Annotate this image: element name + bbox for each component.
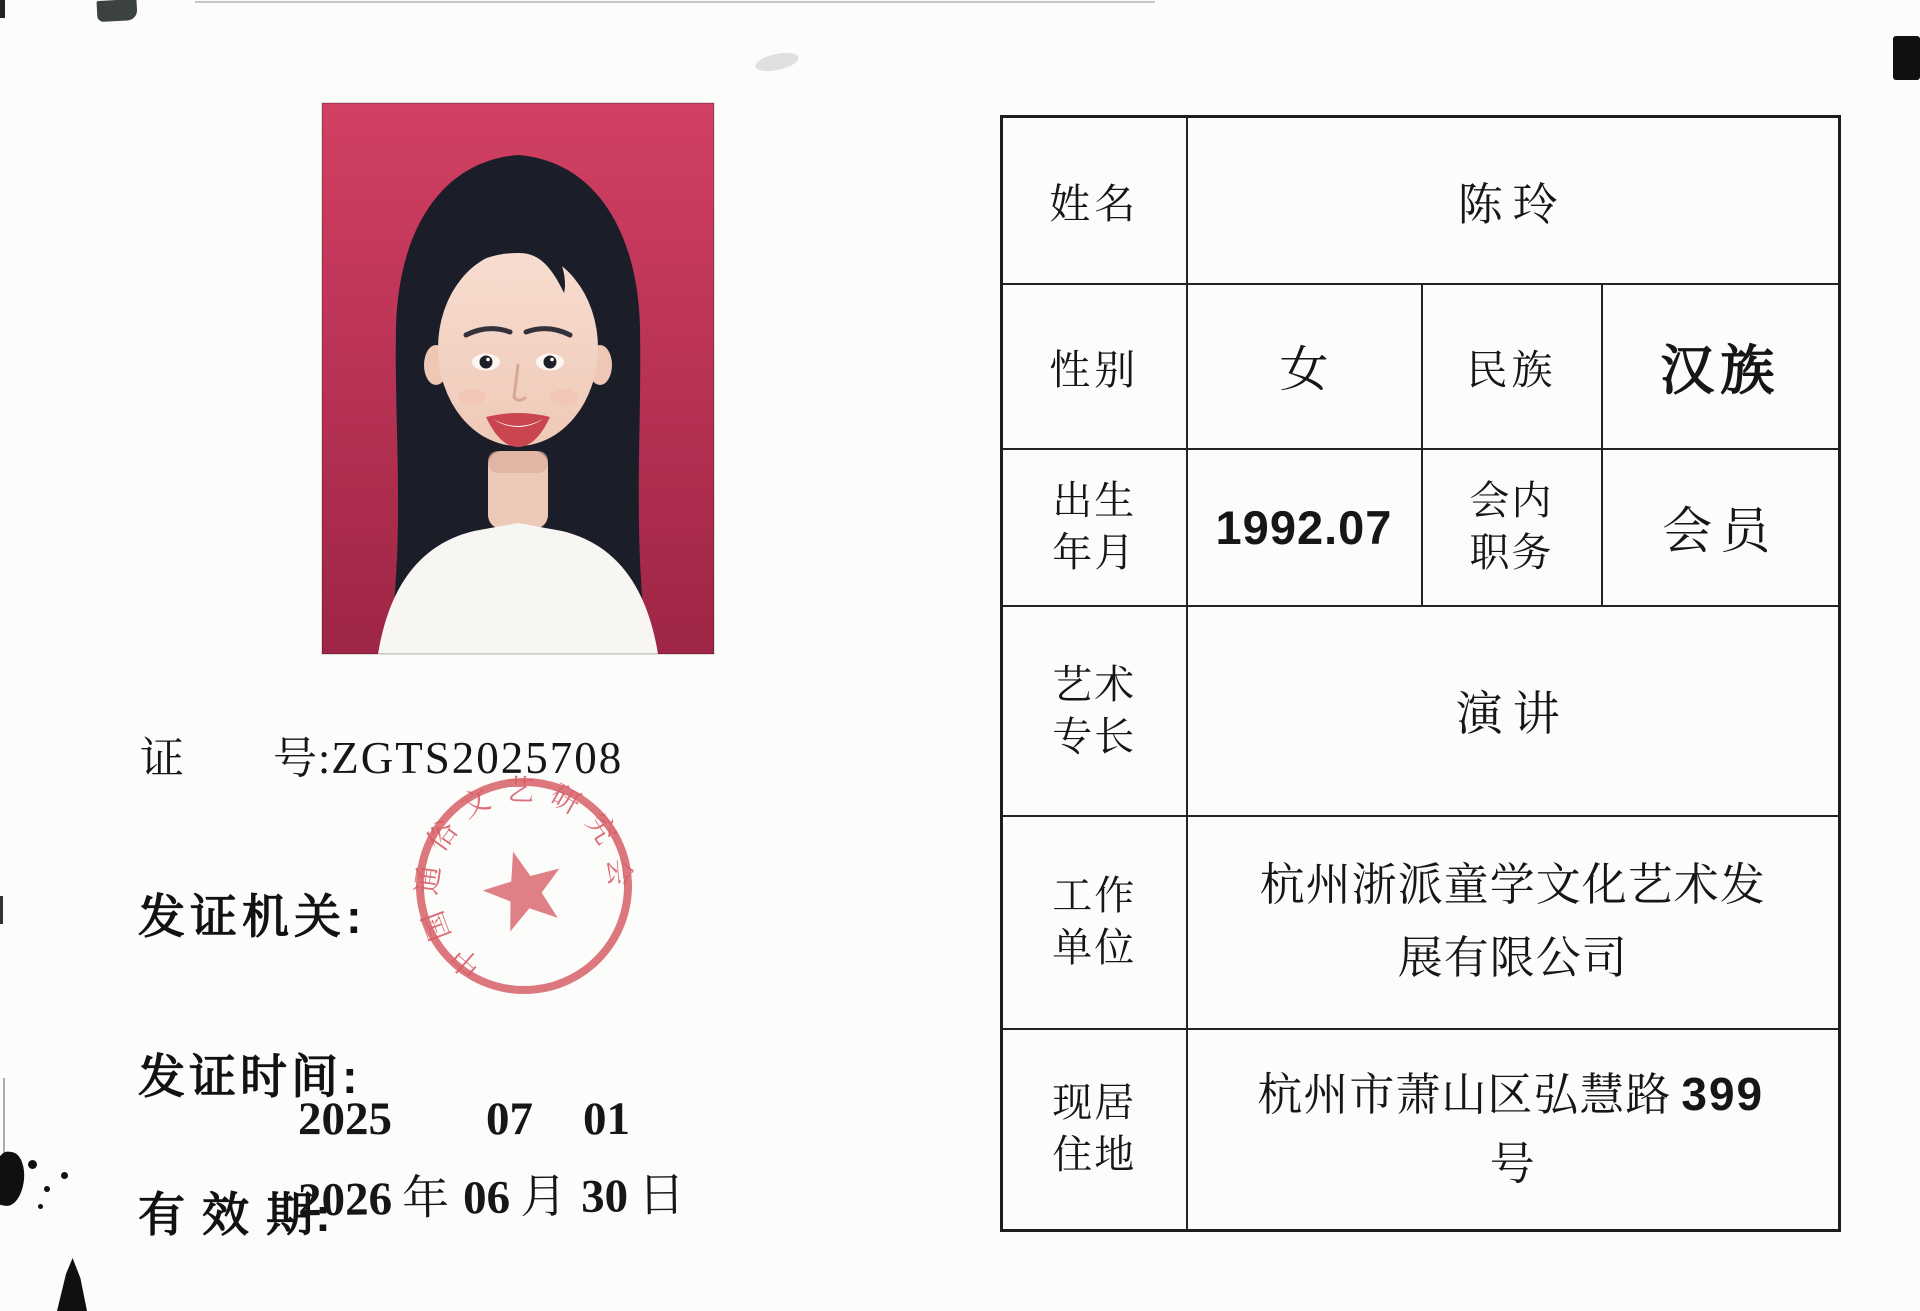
iris — [480, 356, 493, 369]
validity-label: 有 效 期: — [138, 1188, 333, 1241]
seal-star-icon — [475, 841, 573, 936]
scan-artifact — [28, 1160, 37, 1169]
valid-month-unit: 月 — [519, 1171, 568, 1224]
specialty-label-line1: 艺术 — [1052, 661, 1137, 707]
position-value: 会员 — [1602, 449, 1840, 606]
residence-suffix: 号 — [1489, 1139, 1536, 1190]
birth-label-line2: 年月 — [1052, 530, 1137, 575]
cert-number-value: ZGTS2025708 — [331, 733, 624, 783]
issue-month: 07 — [486, 1093, 533, 1145]
scan-artifact — [0, 0, 5, 18]
issue-date-label: 发证时间: — [138, 1050, 362, 1103]
scan-artifact — [754, 50, 800, 75]
name-value: 陈玲 — [1187, 117, 1840, 284]
specialty-label — [1002, 606, 1187, 816]
employer-label-line1: 工作 — [1052, 873, 1137, 918]
residence-number: 399 — [1681, 1067, 1765, 1120]
seal-graphic — [397, 759, 652, 1014]
birth-label-line1: 出生 — [1052, 478, 1137, 523]
issuer-label: 发证机关: — [138, 890, 367, 943]
position-label-line2: 职务 — [1469, 530, 1554, 575]
id-photo — [322, 103, 714, 654]
residence-street: 杭州市萧山区弘慧路 — [1257, 1069, 1672, 1120]
scan-artifact — [195, 1, 1155, 3]
scan-artifact — [0, 896, 3, 924]
cert-number-label-char: 证 — [140, 734, 185, 783]
employer-value-cell — [1187, 816, 1840, 1029]
eye-highlight — [486, 358, 490, 362]
birth-value: 1992.07 — [1187, 449, 1422, 606]
neck-shadow — [488, 451, 548, 473]
ethnicity-value: 汉族 — [1602, 284, 1840, 449]
scan-artifact — [57, 1258, 87, 1311]
gender-label: 性别 — [1002, 284, 1187, 449]
validity-value — [298, 1158, 686, 1230]
employer-label — [1002, 816, 1187, 1029]
cheek — [458, 389, 486, 405]
scan-artifact — [96, 0, 137, 22]
employer-label-line2: 单位 — [1052, 925, 1137, 970]
residence-label-line1: 现居 — [1052, 1080, 1137, 1126]
table-row-employer — [1002, 816, 1840, 1029]
valid-day: 30 — [580, 1170, 629, 1223]
seal-text: 中国通俗文艺研究会 — [411, 774, 637, 984]
specialty-label-line2: 专长 — [1052, 713, 1137, 759]
issue-date-value — [298, 1092, 630, 1146]
valid-month: 06 — [462, 1171, 511, 1225]
issue-year: 2025 — [298, 1093, 392, 1145]
table-row-name — [1002, 117, 1840, 284]
valid-year: 2026 — [297, 1173, 393, 1227]
scan-artifact — [38, 1204, 43, 1209]
iris — [544, 356, 557, 369]
employer-value: 杭州浙派童学文化艺术发展有限公司 — [1259, 860, 1766, 983]
issue-day: 01 — [583, 1093, 630, 1145]
residence-value — [1253, 1059, 1773, 1201]
position-label-line1: 会内 — [1469, 478, 1554, 523]
cheek — [550, 389, 578, 405]
table-row-residence — [1002, 1029, 1840, 1231]
eye-highlight — [550, 358, 554, 362]
scan-artifact — [0, 1150, 28, 1208]
scan-artifact — [3, 1078, 5, 1158]
valid-year-unit: 年 — [401, 1172, 450, 1226]
scan-artifact — [44, 1186, 50, 1192]
official-seal — [397, 759, 652, 1014]
name-label: 姓名 — [1002, 117, 1187, 284]
gender-value: 女 — [1187, 284, 1422, 449]
scan-artifact — [61, 1172, 68, 1179]
residence-label — [1002, 1029, 1187, 1231]
ethnicity-label: 民族 — [1422, 284, 1602, 449]
scan-artifact — [1893, 36, 1920, 80]
table-row-specialty — [1002, 606, 1840, 816]
birth-label — [1002, 449, 1187, 606]
portrait-illustration — [322, 103, 714, 654]
valid-day-unit: 日 — [637, 1169, 686, 1223]
position-label — [1422, 449, 1602, 606]
residence-label-line2: 住地 — [1052, 1132, 1137, 1178]
cert-number-label-char: 号 — [273, 734, 318, 783]
cert-number-colon: : — [318, 734, 332, 783]
table-row-birth-position — [1002, 449, 1840, 606]
member-info-table — [1000, 115, 1841, 1232]
specialty-value: 演讲 — [1187, 606, 1840, 816]
residence-value-cell — [1187, 1029, 1840, 1231]
table-row-gender-ethnicity — [1002, 284, 1840, 449]
